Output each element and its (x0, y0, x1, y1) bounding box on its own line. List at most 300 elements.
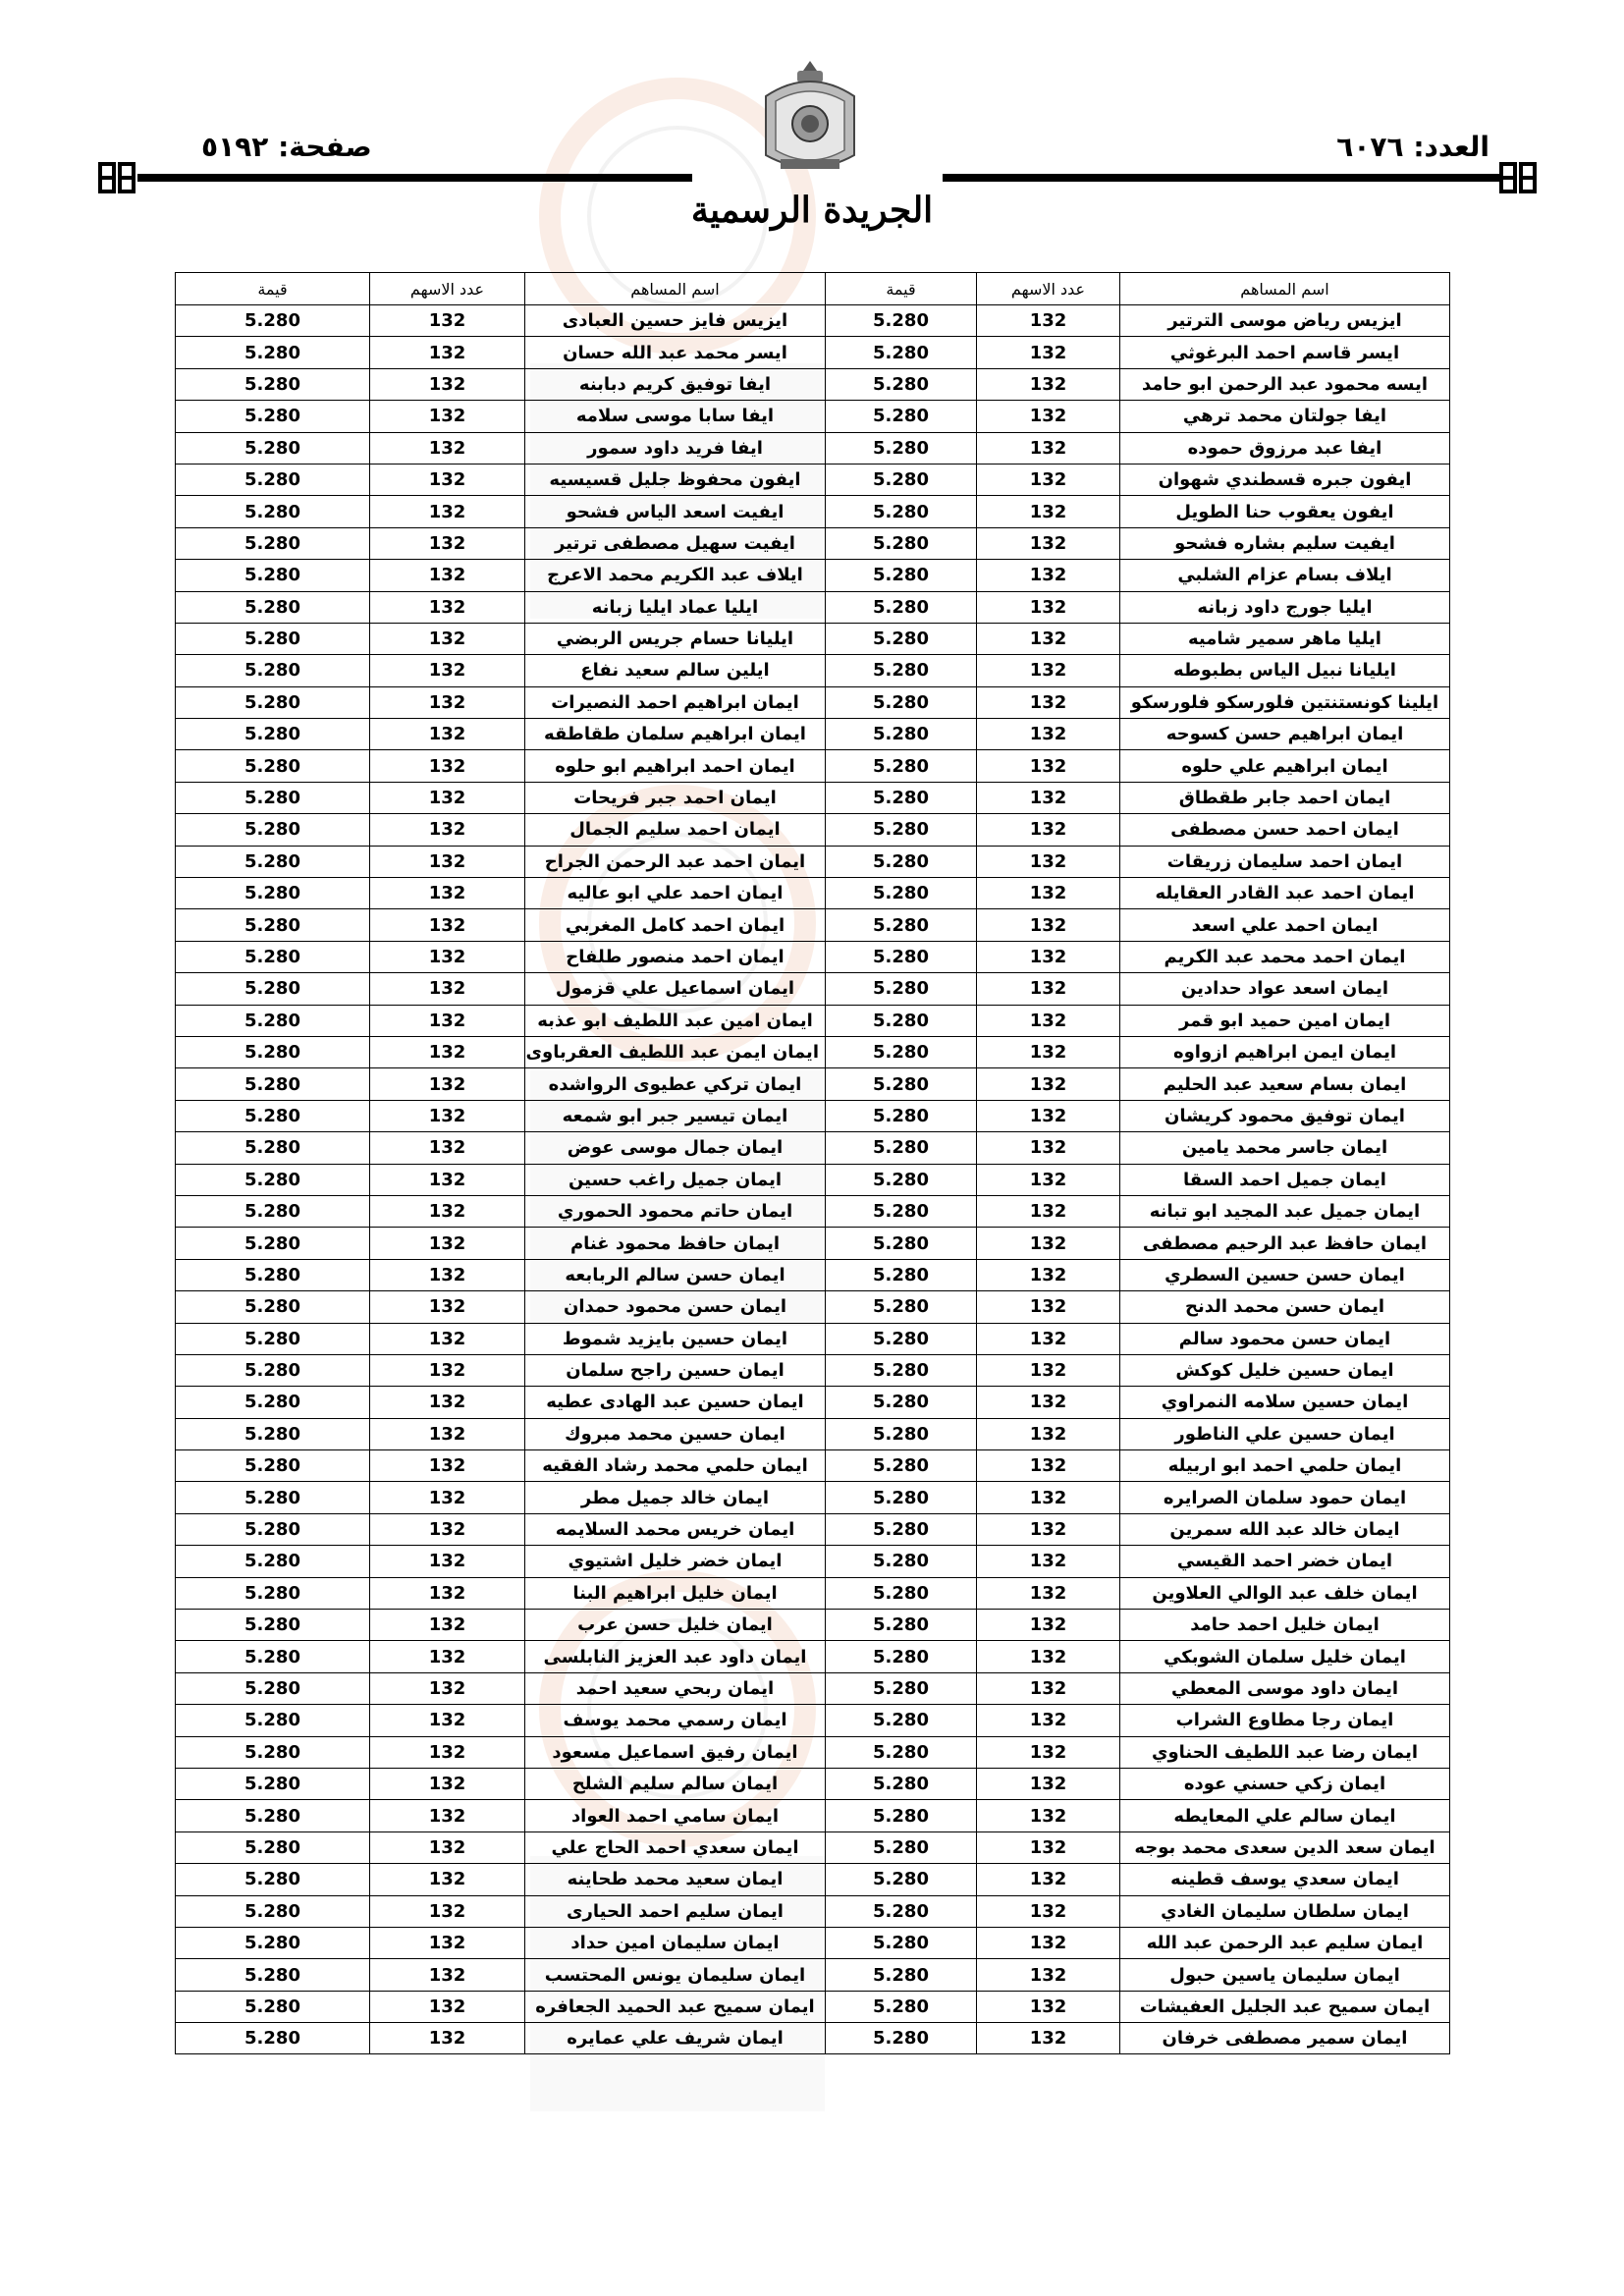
shareholder-name: ايمان سلطان سليمان الغادي (1120, 1895, 1450, 1927)
share-value: 5.280 (826, 973, 977, 1005)
shareholder-name: ايمان امين عبد اللطيف ابو عذبه (525, 1005, 826, 1036)
table-row (176, 1768, 1450, 1799)
share-value: 5.280 (826, 1672, 977, 1704)
table-row (176, 1513, 1450, 1545)
share-value: 5.280 (826, 1482, 977, 1513)
shareholder-name: ايسر محمد عبد الله حسان (525, 337, 826, 368)
shares-count: 132 (370, 1800, 525, 1831)
header-rule-left (137, 174, 692, 182)
share-value: 5.280 (826, 1736, 977, 1768)
shareholder-name: ايليا جورج داود زبانه (1120, 591, 1450, 623)
shares-count: 132 (370, 973, 525, 1005)
shareholder-name: ايمان خضر خليل اشتيوي (525, 1546, 826, 1577)
share-value: 5.280 (176, 1705, 370, 1736)
share-value: 5.280 (176, 1959, 370, 1991)
shareholder-name: ايمان سليم عبد الرحمن عبد الله (1120, 1927, 1450, 1958)
shareholder-name: ايمان سالم سليم الشلح (525, 1768, 826, 1799)
shareholder-name: ايفا توفيق كريم دبابنه (525, 368, 826, 400)
shares-count: 132 (370, 1927, 525, 1958)
share-value: 5.280 (826, 941, 977, 972)
share-value: 5.280 (176, 1768, 370, 1799)
shareholder-name: ايسه محمود عبد الرحمن ابو حامد (1120, 368, 1450, 400)
shares-count: 132 (370, 1672, 525, 1704)
shares-count: 132 (977, 1005, 1120, 1036)
shares-count: 132 (370, 655, 525, 686)
shares-count: 132 (370, 878, 525, 909)
shareholder-name: ايمان جمال موسى عوض (525, 1132, 826, 1164)
shareholder-name: ايمان حسين علي الناطور (1120, 1418, 1450, 1449)
table-row (176, 1291, 1450, 1323)
shares-count: 132 (370, 1323, 525, 1354)
table-row (176, 1991, 1450, 2022)
shareholder-name: ايمان احمد علي ابو عاليه (525, 878, 826, 909)
share-value: 5.280 (176, 878, 370, 909)
shareholder-name: ايمان سليم احمد الحيارى (525, 1895, 826, 1927)
share-value: 5.280 (176, 1864, 370, 1895)
shareholder-name: ايمان حسين محمد مبروك (525, 1418, 826, 1449)
share-value: 5.280 (826, 1354, 977, 1386)
share-value: 5.280 (826, 1768, 977, 1799)
shareholder-name: ايمان زكي حسني عوده (1120, 1768, 1450, 1799)
table-row (176, 1577, 1450, 1609)
shares-count: 132 (977, 432, 1120, 464)
shareholder-name: ايمان خريس محمد السلايمه (525, 1513, 826, 1545)
table-row (176, 1323, 1450, 1354)
shares-count: 132 (977, 623, 1120, 654)
share-value: 5.280 (176, 1164, 370, 1195)
share-value: 5.280 (176, 1323, 370, 1354)
share-value: 5.280 (826, 814, 977, 846)
share-value: 5.280 (826, 591, 977, 623)
share-value: 5.280 (176, 1831, 370, 1863)
table-row (176, 1800, 1450, 1831)
share-value: 5.280 (176, 1577, 370, 1609)
shareholder-name: ايمان توفيق محمود كريشان (1120, 1100, 1450, 1131)
shareholder-name: ايمان حسين بايزيد شموط (525, 1323, 826, 1354)
shares-count: 132 (370, 1068, 525, 1100)
table-row (176, 305, 1450, 337)
shares-count: 132 (370, 1705, 525, 1736)
shareholder-name: ايفون يعقوب حنا الطويل (1120, 496, 1450, 527)
share-value: 5.280 (176, 1354, 370, 1386)
header-rule-right (943, 174, 1502, 182)
shareholder-name: ايمان تيسير جبر ابو شمعه (525, 1100, 826, 1131)
shares-count: 132 (977, 527, 1120, 559)
shareholder-name: ايمان حسين خليل كوكش (1120, 1354, 1450, 1386)
shares-count: 132 (370, 1482, 525, 1513)
shareholder-name: ايمان حسن محمود سالم (1120, 1323, 1450, 1354)
shareholder-name: ايليانا حسام جريس الربضي (525, 623, 826, 654)
shareholder-name: ايفا فريد داود سمور (525, 432, 826, 464)
shareholder-name: ايفون جبره قسطندي شهوان (1120, 464, 1450, 495)
shares-count: 132 (370, 1036, 525, 1067)
shareholder-name: ايليانا نبيل الياس بطبوطه (1120, 655, 1450, 686)
shares-count: 132 (370, 337, 525, 368)
shareholder-name: ايمان ابراهيم حسن كسوحه (1120, 719, 1450, 750)
shares-count: 132 (370, 496, 525, 527)
shares-count: 132 (977, 368, 1120, 400)
shares-count: 132 (977, 655, 1120, 686)
share-value: 5.280 (176, 719, 370, 750)
share-value: 5.280 (176, 1418, 370, 1449)
share-value: 5.280 (826, 401, 977, 432)
table-row (176, 1927, 1450, 1958)
share-value: 5.280 (826, 1577, 977, 1609)
shares-count: 132 (977, 686, 1120, 718)
table-row (176, 1610, 1450, 1641)
table-row (176, 432, 1450, 464)
shares-count: 132 (977, 1068, 1120, 1100)
table-row (176, 1831, 1450, 1863)
shareholder-name: ايلاف عبد الكريم محمد الاعرج (525, 560, 826, 591)
share-value: 5.280 (176, 1610, 370, 1641)
shareholder-name: ايمان احمد حسن مصطفى (1120, 814, 1450, 846)
shares-count: 132 (977, 1228, 1120, 1259)
shares-count: 132 (977, 719, 1120, 750)
shareholder-name: ايمان خالد عبد الله سمرين (1120, 1513, 1450, 1545)
table-row (176, 1228, 1450, 1259)
shareholder-name: ايمان احمد سليم الجمال (525, 814, 826, 846)
shares-count: 132 (370, 1736, 525, 1768)
table-row (176, 1132, 1450, 1164)
share-value: 5.280 (176, 1036, 370, 1067)
shares-count: 132 (370, 909, 525, 941)
table-row (176, 973, 1450, 1005)
shares-count: 132 (370, 1228, 525, 1259)
shares-count: 132 (977, 1991, 1120, 2022)
issue-number: العدد: ٦٠٧٦ (1336, 131, 1489, 163)
shareholder-name: ايمان سعدي احمد الحاج علي (525, 1831, 826, 1863)
table-row (176, 1195, 1450, 1227)
shares-count: 132 (977, 2023, 1120, 2054)
shareholder-name: ايمان خليل ابراهيم البنا (525, 1577, 826, 1609)
shares-count: 132 (977, 1132, 1120, 1164)
shareholder-name: ايمان سليمان ياسين حبول (1120, 1959, 1450, 1991)
share-value: 5.280 (176, 1068, 370, 1100)
table-row (176, 1864, 1450, 1895)
shareholder-name: ايمان حاتم محمود الحموري (525, 1195, 826, 1227)
share-value: 5.280 (826, 686, 977, 718)
shareholder-name: ايمان خليل احمد حامد (1120, 1610, 1450, 1641)
shareholder-name: ايمان ابراهيم سلمان طقاطقه (525, 719, 826, 750)
shares-count: 132 (370, 1291, 525, 1323)
shareholder-name: ايمان حلمي محمد رشاد الفقيه (525, 1450, 826, 1482)
share-value: 5.280 (826, 719, 977, 750)
shareholder-name: ايمان شريف علي عمايره (525, 2023, 826, 2054)
share-value: 5.280 (826, 1610, 977, 1641)
shareholder-name: ايمان بسام سعيد عبد الحليم (1120, 1068, 1450, 1100)
share-value: 5.280 (176, 464, 370, 495)
table-row (176, 1387, 1450, 1418)
shareholder-name: ايمان احمد سليمان زريقات (1120, 846, 1450, 877)
share-value: 5.280 (826, 878, 977, 909)
shares-count: 132 (977, 1100, 1120, 1131)
shares-count: 132 (977, 1354, 1120, 1386)
shares-count: 132 (370, 560, 525, 591)
shareholder-name: ايفون محفوظ جليل قسيسيه (525, 464, 826, 495)
share-value: 5.280 (176, 337, 370, 368)
shares-count: 132 (370, 432, 525, 464)
shareholders-table (175, 272, 1450, 2054)
shares-count: 132 (977, 750, 1120, 782)
shares-count: 132 (370, 719, 525, 750)
table-row (176, 1959, 1450, 1991)
table-row (176, 464, 1450, 495)
share-value: 5.280 (826, 782, 977, 813)
shareholder-name: ايمان رفيق اسماعيل مسعود (525, 1736, 826, 1768)
shareholder-name: ايمان ربحي سعيد احمد (525, 1672, 826, 1704)
shares-count: 132 (370, 1005, 525, 1036)
shares-count: 132 (370, 1513, 525, 1545)
table-row (176, 909, 1450, 941)
share-value: 5.280 (826, 1132, 977, 1164)
share-value: 5.280 (826, 750, 977, 782)
shares-count: 132 (977, 973, 1120, 1005)
share-value: 5.280 (826, 496, 977, 527)
shares-count: 132 (370, 1195, 525, 1227)
table-row (176, 1354, 1450, 1386)
table-row (176, 1672, 1450, 1704)
share-value: 5.280 (826, 1036, 977, 1067)
shares-count: 132 (977, 401, 1120, 432)
shareholder-name: ايليا ماهر سمير شاميه (1120, 623, 1450, 654)
share-value: 5.280 (826, 1068, 977, 1100)
share-value: 5.280 (826, 527, 977, 559)
shares-count: 132 (977, 496, 1120, 527)
shareholder-name: ايفيت سهيل مصطفى ترتير (525, 527, 826, 559)
share-value: 5.280 (826, 1005, 977, 1036)
share-value: 5.280 (176, 2023, 370, 2054)
table-row (176, 719, 1450, 750)
shares-count: 132 (977, 591, 1120, 623)
shares-count: 132 (977, 1831, 1120, 1863)
shares-count: 132 (977, 1195, 1120, 1227)
column-header-value: قيمة (826, 273, 977, 305)
share-value: 5.280 (176, 527, 370, 559)
shares-count: 132 (977, 1323, 1120, 1354)
shareholder-name: ايمان سميح عبد الحميد الجعافره (525, 1991, 826, 2022)
shareholder-name: ايلاف بسام عزام الشلبي (1120, 560, 1450, 591)
shares-count: 132 (977, 305, 1120, 337)
shares-count: 132 (977, 1705, 1120, 1736)
shareholder-name: ايمان سامي احمد العواد (525, 1800, 826, 1831)
table-row (176, 1418, 1450, 1449)
shares-count: 132 (370, 1864, 525, 1895)
share-value: 5.280 (826, 305, 977, 337)
shareholder-name: ايمان سعيد محمد طحاينه (525, 1864, 826, 1895)
table-row (176, 2023, 1450, 2054)
shareholder-name: ايمان خضر احمد القيسي (1120, 1546, 1450, 1577)
shareholder-name: ايزيس فايز حسين العبادى (525, 305, 826, 337)
table-row (176, 1705, 1450, 1736)
table-row (176, 750, 1450, 782)
share-value: 5.280 (176, 368, 370, 400)
shareholder-name: ايمان رسمي محمد يوسف (525, 1705, 826, 1736)
table-row (176, 496, 1450, 527)
shareholder-name: ايمان احمد عبد الرحمن الجراح (525, 846, 826, 877)
shareholder-name: ايمان احمد جابر طقطاق (1120, 782, 1450, 813)
shareholder-name: ايمان سليمان يونس المحتسب (525, 1959, 826, 1991)
shares-count: 132 (977, 1418, 1120, 1449)
column-header-shares: عدد الاسهم (370, 273, 525, 305)
table-row (176, 1450, 1450, 1482)
shares-count: 132 (977, 1641, 1120, 1672)
share-value: 5.280 (176, 1450, 370, 1482)
shareholder-name: ايمان خلف عبد الوالي العلاوين (1120, 1577, 1450, 1609)
shares-count: 132 (370, 1641, 525, 1672)
shareholder-name: ايمان سميح عبد الجليل العفيشات (1120, 1991, 1450, 2022)
shares-count: 132 (370, 1100, 525, 1131)
shares-count: 132 (977, 1450, 1120, 1482)
shares-count: 132 (370, 1418, 525, 1449)
table-row (176, 846, 1450, 877)
column-header-shares: عدد الاسهم (977, 273, 1120, 305)
shares-count: 132 (977, 1610, 1120, 1641)
shares-count: 132 (977, 814, 1120, 846)
shareholder-name: ايمان سالم علي المعايطه (1120, 1800, 1450, 1831)
share-value: 5.280 (176, 1641, 370, 1672)
share-value: 5.280 (176, 1132, 370, 1164)
shares-count: 132 (977, 846, 1120, 877)
share-value: 5.280 (826, 1387, 977, 1418)
share-value: 5.280 (826, 1450, 977, 1482)
shareholder-name: ايمان داود موسى المعطي (1120, 1672, 1450, 1704)
share-value: 5.280 (176, 655, 370, 686)
shareholder-name: ايمان حلمي احمد ابو اربيله (1120, 1450, 1450, 1482)
shareholder-name: ايمان امين حميد ابو قمر (1120, 1005, 1450, 1036)
share-value: 5.280 (176, 1387, 370, 1418)
table-row (176, 1005, 1450, 1036)
shareholder-name: ايمان سليمان امين حداد (525, 1927, 826, 1958)
share-value: 5.280 (826, 1418, 977, 1449)
shareholder-name: ايمان خليل حسن عرب (525, 1610, 826, 1641)
shares-count: 132 (977, 909, 1120, 941)
shareholder-name: ايلينا كونستنتين فلورسكو فلورسكو (1120, 686, 1450, 718)
shares-count: 132 (370, 782, 525, 813)
shareholder-name: ايلين سالم سعيد نفاع (525, 655, 826, 686)
share-value: 5.280 (176, 496, 370, 527)
share-value: 5.280 (176, 1482, 370, 1513)
shareholder-name: ايمان اسعد عواد حدادين (1120, 973, 1450, 1005)
shares-count: 132 (977, 1291, 1120, 1323)
shareholder-name: ايمان سعدي يوسف قطينه (1120, 1864, 1450, 1895)
page-number: صفحة: ٥١٩٢ (201, 131, 372, 163)
shares-count: 132 (977, 1546, 1120, 1577)
share-value: 5.280 (826, 1228, 977, 1259)
column-header-name: اسم المساهم (525, 273, 826, 305)
table-row (176, 1100, 1450, 1131)
shares-count: 132 (977, 878, 1120, 909)
share-value: 5.280 (826, 432, 977, 464)
table-row (176, 1641, 1450, 1672)
share-value: 5.280 (826, 1291, 977, 1323)
share-value: 5.280 (826, 1927, 977, 1958)
shares-count: 132 (370, 1546, 525, 1577)
table-row (176, 1068, 1450, 1100)
shares-count: 132 (977, 1736, 1120, 1768)
share-value: 5.280 (826, 1195, 977, 1227)
shares-count: 132 (370, 1387, 525, 1418)
table-row (176, 401, 1450, 432)
shareholder-name: ايمان اسماعيل علي قزمول (525, 973, 826, 1005)
share-value: 5.280 (176, 1005, 370, 1036)
table-row (176, 1546, 1450, 1577)
share-value: 5.280 (826, 1800, 977, 1831)
share-value: 5.280 (826, 1864, 977, 1895)
shareholder-name: ايمان حسين راجح سلمان (525, 1354, 826, 1386)
share-value: 5.280 (176, 846, 370, 877)
table-row (176, 337, 1450, 368)
shares-count: 132 (977, 1768, 1120, 1799)
shareholder-name: ايمان جاسر محمد يامين (1120, 1132, 1450, 1164)
share-value: 5.280 (826, 1164, 977, 1195)
shareholder-name: ايمان احمد علي اسعد (1120, 909, 1450, 941)
shares-count: 132 (370, 1768, 525, 1799)
share-value: 5.280 (826, 560, 977, 591)
share-value: 5.280 (176, 1991, 370, 2022)
shares-count: 132 (977, 560, 1120, 591)
table-row (176, 623, 1450, 654)
share-value: 5.280 (176, 909, 370, 941)
shareholder-name: ايمان حسين سلامه النمراوي (1120, 1387, 1450, 1418)
shareholder-name: ايزيس رياض موسى الترتير (1120, 305, 1450, 337)
share-value: 5.280 (826, 1641, 977, 1672)
shares-count: 132 (370, 623, 525, 654)
share-value: 5.280 (826, 1323, 977, 1354)
shareholder-name: ايفا جولتان محمد ترهي (1120, 401, 1450, 432)
share-value: 5.280 (176, 1291, 370, 1323)
table-row (176, 1036, 1450, 1067)
share-value: 5.280 (176, 401, 370, 432)
shares-count: 132 (977, 941, 1120, 972)
shareholder-name: ايمان حافظ محمود غنام (525, 1228, 826, 1259)
shares-count: 132 (370, 368, 525, 400)
shareholder-name: ايمان خليل سلمان الشوبكي (1120, 1641, 1450, 1672)
share-value: 5.280 (176, 1546, 370, 1577)
shares-count: 132 (370, 1164, 525, 1195)
share-value: 5.280 (826, 909, 977, 941)
table-row (176, 1482, 1450, 1513)
shareholder-name: ايمان سمير مصطفى خرفان (1120, 2023, 1450, 2054)
table-row (176, 686, 1450, 718)
shares-count: 132 (977, 1800, 1120, 1831)
shareholder-name: ايمان ابراهيم علي حلوه (1120, 750, 1450, 782)
shareholder-name: ايمان حافظ عبد الرحيم مصطفى (1120, 1228, 1450, 1259)
table-header-row (176, 273, 1450, 305)
shares-count: 132 (370, 401, 525, 432)
table-row (176, 368, 1450, 400)
shares-count: 132 (370, 1354, 525, 1386)
shares-count: 132 (977, 1387, 1120, 1418)
share-value: 5.280 (826, 1991, 977, 2022)
shares-count: 132 (370, 686, 525, 718)
share-value: 5.280 (176, 1259, 370, 1290)
share-value: 5.280 (176, 560, 370, 591)
shares-count: 132 (370, 305, 525, 337)
share-value: 5.280 (826, 1513, 977, 1545)
shareholder-name: ايمان رضا عبد اللطيف الحناوي (1120, 1736, 1450, 1768)
table-row (176, 1164, 1450, 1195)
shareholder-name: ايسر قاسم احمد البرغوثي (1120, 337, 1450, 368)
shares-count: 132 (977, 337, 1120, 368)
shareholder-name: ايمان حمود سلمان الصرايره (1120, 1482, 1450, 1513)
shareholder-name: ايمان رجا مطاوع الشراب (1120, 1705, 1450, 1736)
share-value: 5.280 (176, 1800, 370, 1831)
shareholder-name: ايفا عبد مرزوق حموده (1120, 432, 1450, 464)
shares-count: 132 (977, 464, 1120, 495)
shareholder-name: ايمان جميل عبد المجيد ابو تبانه (1120, 1195, 1450, 1227)
share-value: 5.280 (826, 655, 977, 686)
